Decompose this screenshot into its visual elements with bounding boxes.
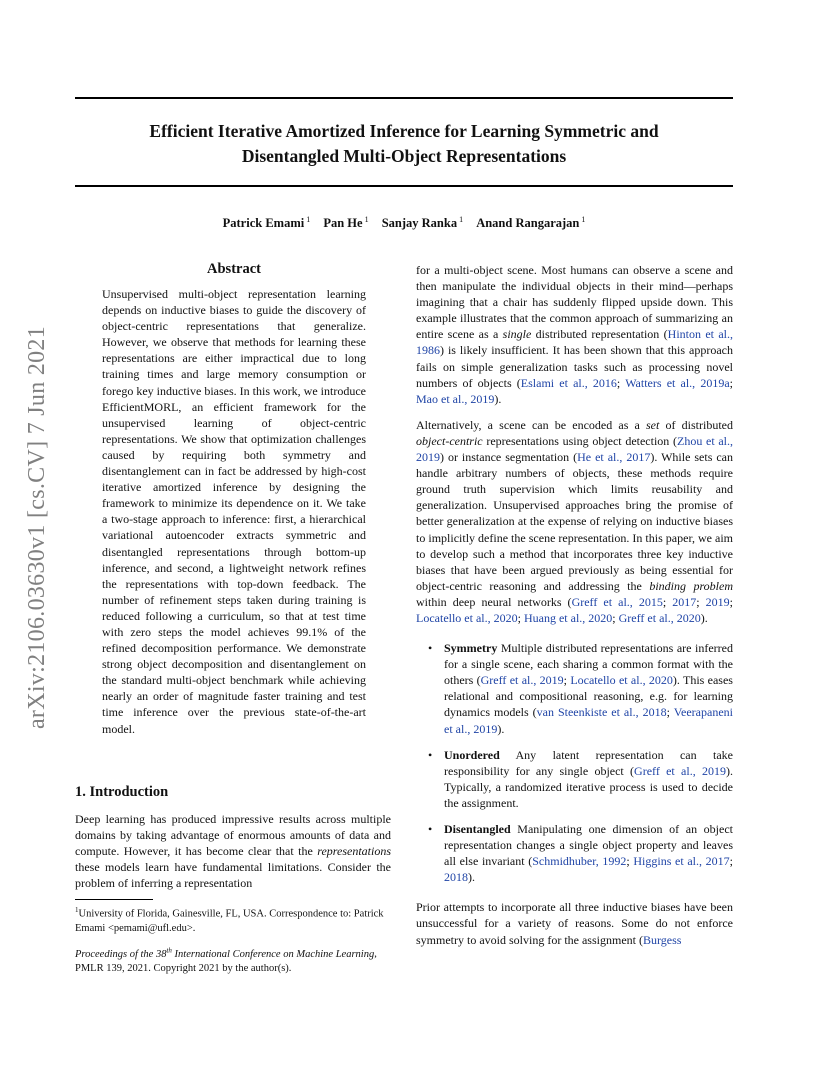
citation-link[interactable]: Locatello et al., 2020: [570, 673, 673, 688]
affiliation-footnote: $^1$University of Florida, Gainesville, FL, USA. Correspondence to: Patrick Emami <pemami@ufl.edu>.: [75, 906, 384, 934]
citation-link[interactable]: 2018: [444, 870, 468, 885]
abstract-text: Unsupervised multi-object representation learning depends on inductive biases to guide the discovery of object-centric representations that generalize. However, we observe that methods for learning these representations are either impractical due to long training times and large memory consumption or forego key inductive biases. In this work, we introduce EfficientMORL, an efficient framework for the unsupervised learning of object-centric representations. We show that optimization challenges caused by requiring both symmetry and disentanglement can in fact be addressed by high-cost iterative amortized inference by designing the framework to minimize its dependence on it. We take a two-stage approach to inference: first, a hierarchical variational autoencoder extracts symmetric and disentangled representations through bottom-up inference, and second, a lightweight network refines the representations with top-down feedback. The number of refinement steps taken during training is reduced following a curriculum, so that at test time with zero steps the model achieves 99.1% of the refined decomposition performance. We demonstrate strong object decomposition and disentanglement on the standard multi-object benchmark while achieving nearly an order of magnitude faster training and test time inference over the previous state-of-the-art model.: [102, 287, 366, 736]
right-column: [416, 262, 733, 958]
author-list: [75, 215, 733, 231]
citation-link[interactable]: Schmidhuber, 1992: [532, 854, 627, 869]
arxiv-identifier: arXiv:2106.03630v1 [cs.CV] 7 Jun 2021: [24, 325, 51, 729]
abstract-heading: Abstract: [207, 261, 261, 277]
list-item-unordered: • Unordered Any latent representation can take responsibility for any single object (Greff et al., 2019). Typically, a randomized iterative process is used to decide the assignment.: [444, 747, 733, 811]
introduction-paragraph: Deep learning has produced impressive results across multiple domains by taking advantage of enormous amounts of data and compute. However, it has become clear that the representations these models learn have fundamental limitations. Consider the problem of inferring a representation: [75, 812, 391, 891]
author: Pan He $^1$: [323, 215, 369, 231]
title-line-1: Efficient Iterative Amortized Inference for Learning Symmetric and: [149, 121, 659, 141]
author: Patrick Emami $^1$: [222, 215, 311, 231]
author: Anand Rangarajan $^1$: [476, 215, 586, 231]
bottom-rule: [75, 185, 733, 187]
citation-link[interactable]: Huang et al., 2020: [523, 610, 613, 625]
citation-link[interactable]: van Steenkiste et al., 2018: [536, 705, 667, 720]
citation-link[interactable]: Mao et al., 2019: [416, 391, 495, 406]
arxiv-stamp: [18, 296, 58, 758]
citation-link[interactable]: Greff et al., 2015: [571, 594, 663, 609]
citation-link[interactable]: Greff et al., 2020: [618, 610, 701, 625]
citation-link[interactable]: Higgins et al., 2017: [633, 854, 730, 869]
citation-link[interactable]: Greff et al., 2019: [634, 763, 726, 778]
introduction-heading: 1. Introduction: [75, 784, 169, 800]
citation-link[interactable]: He et al., 2017: [577, 450, 651, 465]
author: Sanjay Ranka $^1$: [381, 215, 464, 231]
list-item-symmetry: • Symmetry Multiple distributed representations are inferred for a single scene, each sharing a common format with the others (Greff et al., 2019; Locatello et al., 2020). This eases relational and compositional reasoning, e.g. for learning dynamics models (van Steenkiste et al., 2018; Veerapaneni et al., 2019).: [444, 640, 733, 737]
title-line-2: Disentangled Multi-Object Representations: [241, 146, 567, 166]
citation-link[interactable]: 2017: [672, 594, 697, 609]
inductive-bias-list: [416, 640, 733, 885]
citation-link[interactable]: Burgess: [642, 932, 682, 947]
list-item-disentangled: • Disentangled Manipulating one dimension of an object representation changes a single object property and leaves all else invariant (Schmidhuber, 1992; Higgins et al., 2017; 2018).: [444, 821, 733, 885]
citation-link[interactable]: Eslami et al., 2016: [520, 375, 617, 390]
proceedings-note: Proceedings of the 38th International Conference on Machine Learning, PMLR 139, 2021. Copyright 2021 by the author(s).: [75, 946, 377, 974]
citation-link[interactable]: Veerapaneni et al., 2019: [444, 705, 733, 736]
citation-link[interactable]: 2019: [705, 594, 730, 609]
citation-link[interactable]: Watters et al., 2019a: [625, 375, 730, 390]
footnote-rule: [75, 899, 153, 900]
paragraph: for a multi-object scene. Most humans can observe a scene and then manipulate the individual objects in their mind—perhaps imagining that a chair has suddenly flipped upside down. This example illustrates that the common approach of summarizing an entire scene as a single distributed representation (Hinton et al., 1986) is likely insufficient. It has been shown that this approach fails on simple generalization tasks such as processing novel numbers of objects (Eslami et al., 2016; Watters et al., 2019a; Mao et al., 2019).: [416, 263, 733, 406]
top-rule: [75, 97, 733, 99]
paper-title: [75, 119, 733, 169]
paragraph: Alternatively, a scene can be encoded as a set of distributed object-centric representations using object detection (Zhou et al., 2019) or instance segmentation (He et al., 2017). While sets can handle arbitrary numbers of objects, these methods require ground truth supervision which limits reusability and generalization. Unsupervised approaches bring the promise of better generalization at the expense of relying on inductive biases to implicitly define the scene representation. In this paper, we aim to develop such a method that incorporates three key inductive biases that have been argued previously as being essential for object-centric reasoning and addressing the binding problem within deep neural networks (Greff et al., 2015; 2017; 2019; Locatello et al., 2020; Huang et al., 2020; Greff et al., 2020).: [416, 417, 734, 625]
citation-link[interactable]: Hinton et al., 1986: [416, 327, 733, 358]
citation-link[interactable]: Greff et al., 2019: [480, 673, 564, 688]
citation-link[interactable]: Zhou et al., 2019: [416, 433, 733, 465]
paragraph: Prior attempts to incorporate all three inductive biases have been unsuccessful for a variety of reasons. Some do not enforce symmetry to avoid solving for the assignment (Burgess: [416, 900, 733, 947]
citation-link[interactable]: Locatello et al., 2020: [416, 610, 518, 625]
